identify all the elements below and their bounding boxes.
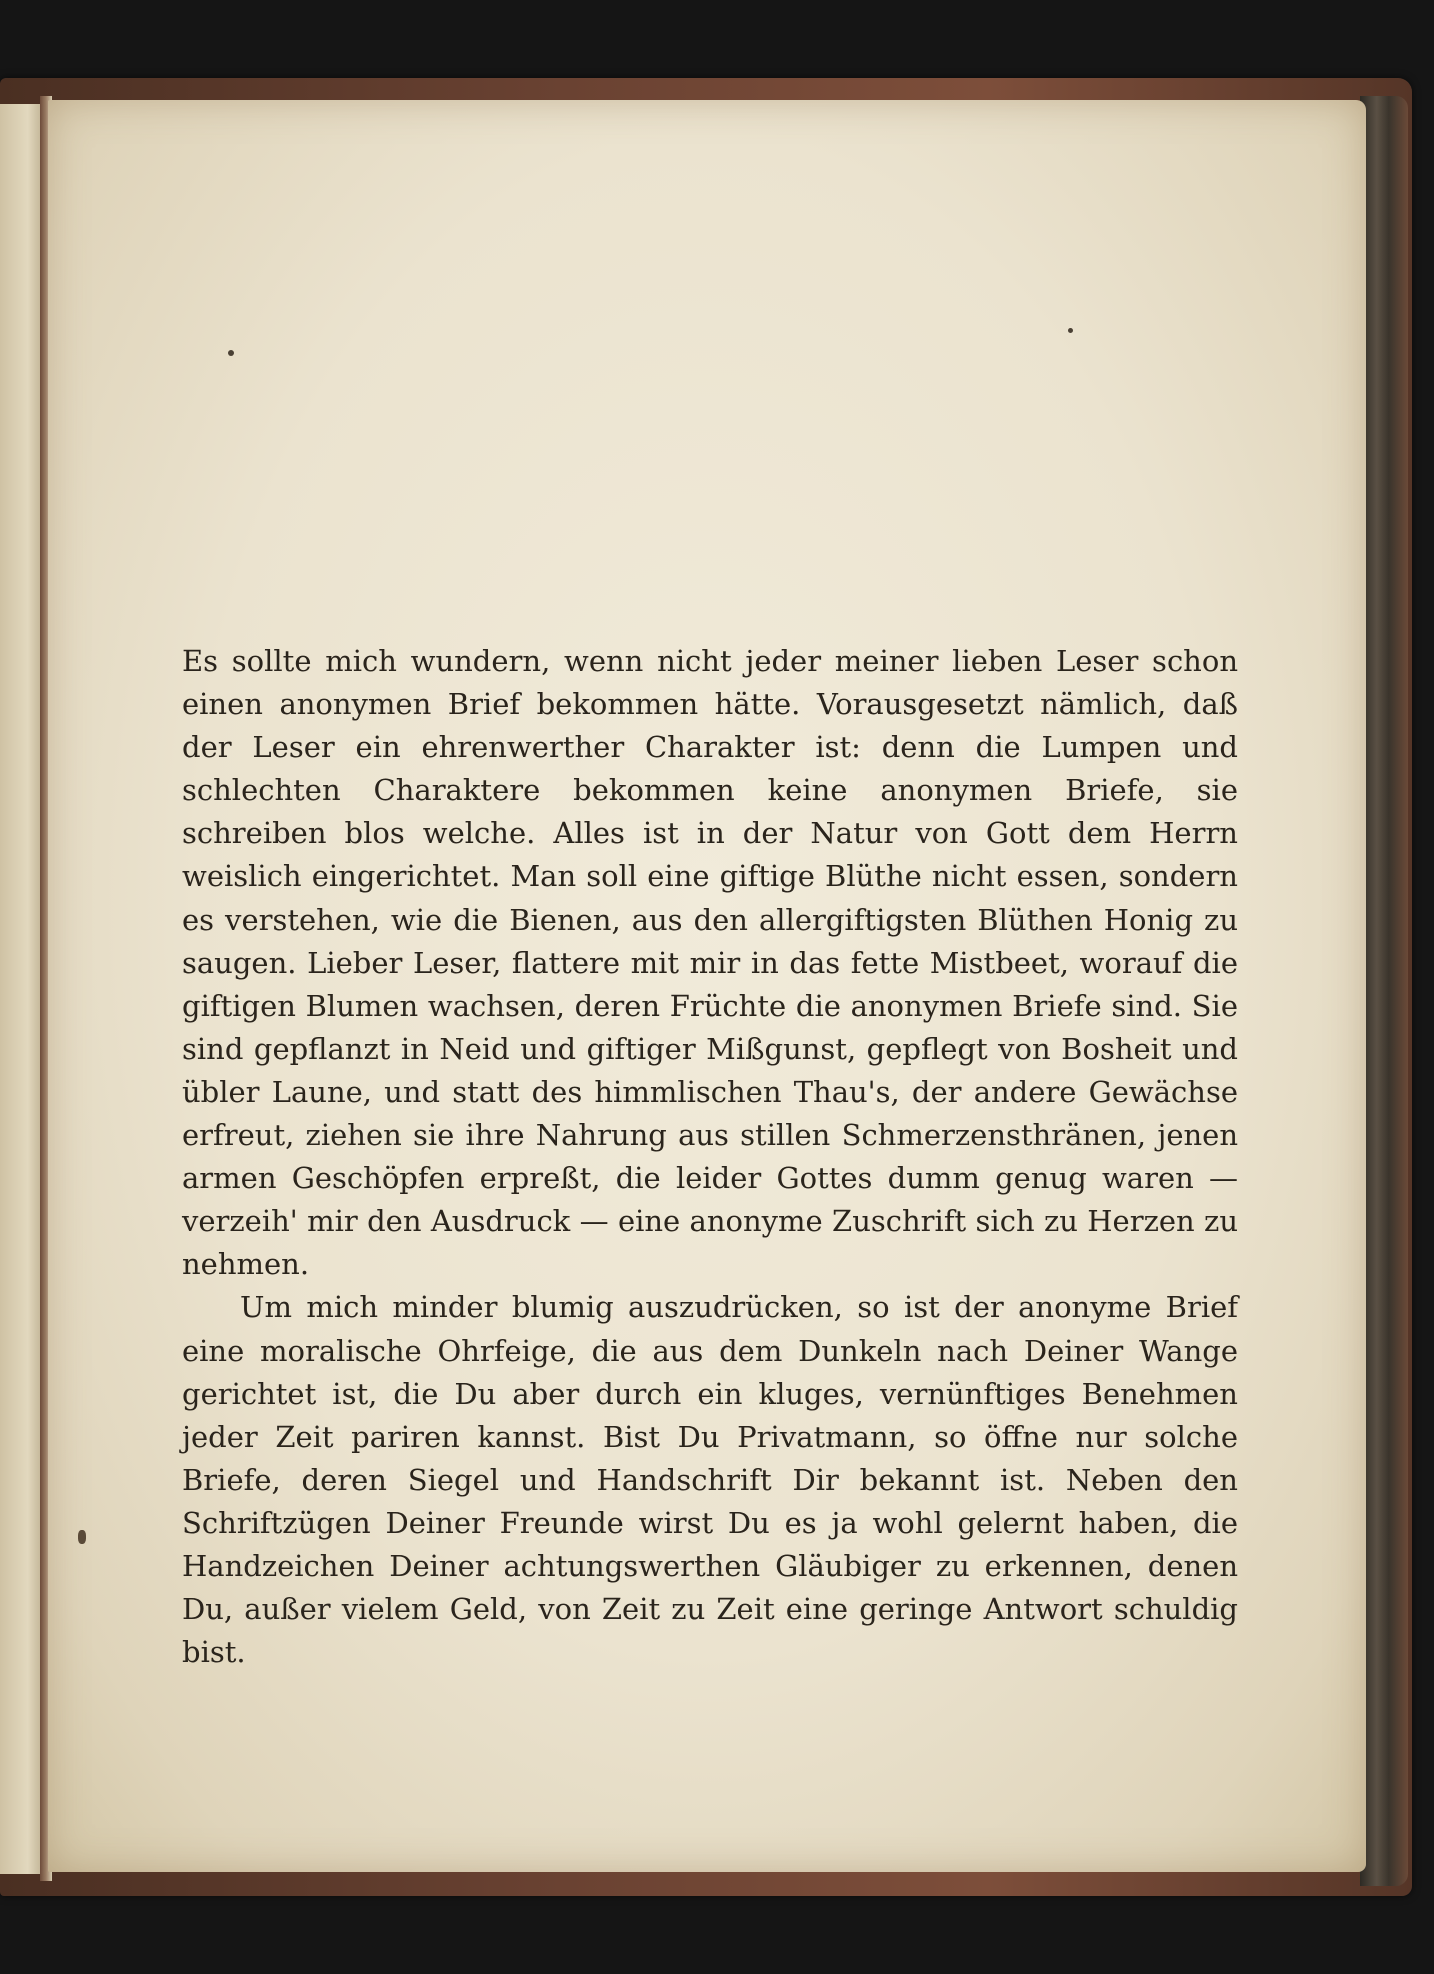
book-edge	[1360, 96, 1408, 1886]
paper-speck	[78, 1530, 86, 1544]
paragraph-1: Es sollte mich wundern, wenn nicht jeder meiner lieben Leser schon einen anonymen Brief bekommen hätte. Vorausgesetzt nämlich, daß der Leser ein ehrenwerther Charakter ist: denn die Lumpen und schlechten Charaktere bekommen keine anonymen Briefe, sie schreiben blos welche. Alles ist in der Natur von Gott dem Herrn weislich eingerichtet. Man soll eine giftige Blüthe nicht essen, sondern es verstehen, wie die Bienen, aus den allergiftigsten Blüthen Honig zu saugen. Lieber Leser, flattere mit mir in das fette Mistbeet, worauf die giftigen Blumen wachsen, deren Früchte die anonymen Briefe sind. Sie sind gepflanzt in Neid und giftiger Mißgunst, gepflegt von Bosheit und übler Laune, und statt des himmlischen Thau's, der andere Gewächse erfreut, ziehen sie ihre Nahrung aus stillen Schmerzensthränen, jenen armen Geschöpfen erpreßt, die leider Gottes dumm genug waren — verzeih' mir den Ausdruck — eine anonyme Zuschrift sich zu Herzen zu nehmen.	[182, 644, 1238, 1282]
book-page	[48, 100, 1366, 1872]
paragraph-2: Um mich minder blumig auszudrücken, so ist der anonyme Brief eine moralische Ohrfeige, die aus dem Dunkeln nach Deiner Wange gerichtet ist, die Du aber durch ein kluges, vernünftiges Benehmen jeder Zeit pariren kannst. Bist Du Privatmann, so öffne nur solche Briefe, deren Siegel und Handschrift Dir bekannt ist. Neben den Schriftzügen Deiner Freunde wirst Du es ja wohl gelernt haben, die Handzeichen Deiner achtungswerthen Gläubiger zu erkennen, denen Du, außer vielem Geld, von Zeit zu Zeit eine geringe Antwort schuldig bist.	[182, 1290, 1238, 1670]
paper-speck	[228, 350, 234, 356]
body-text	[182, 640, 1238, 1674]
paper-speck	[1068, 328, 1073, 333]
